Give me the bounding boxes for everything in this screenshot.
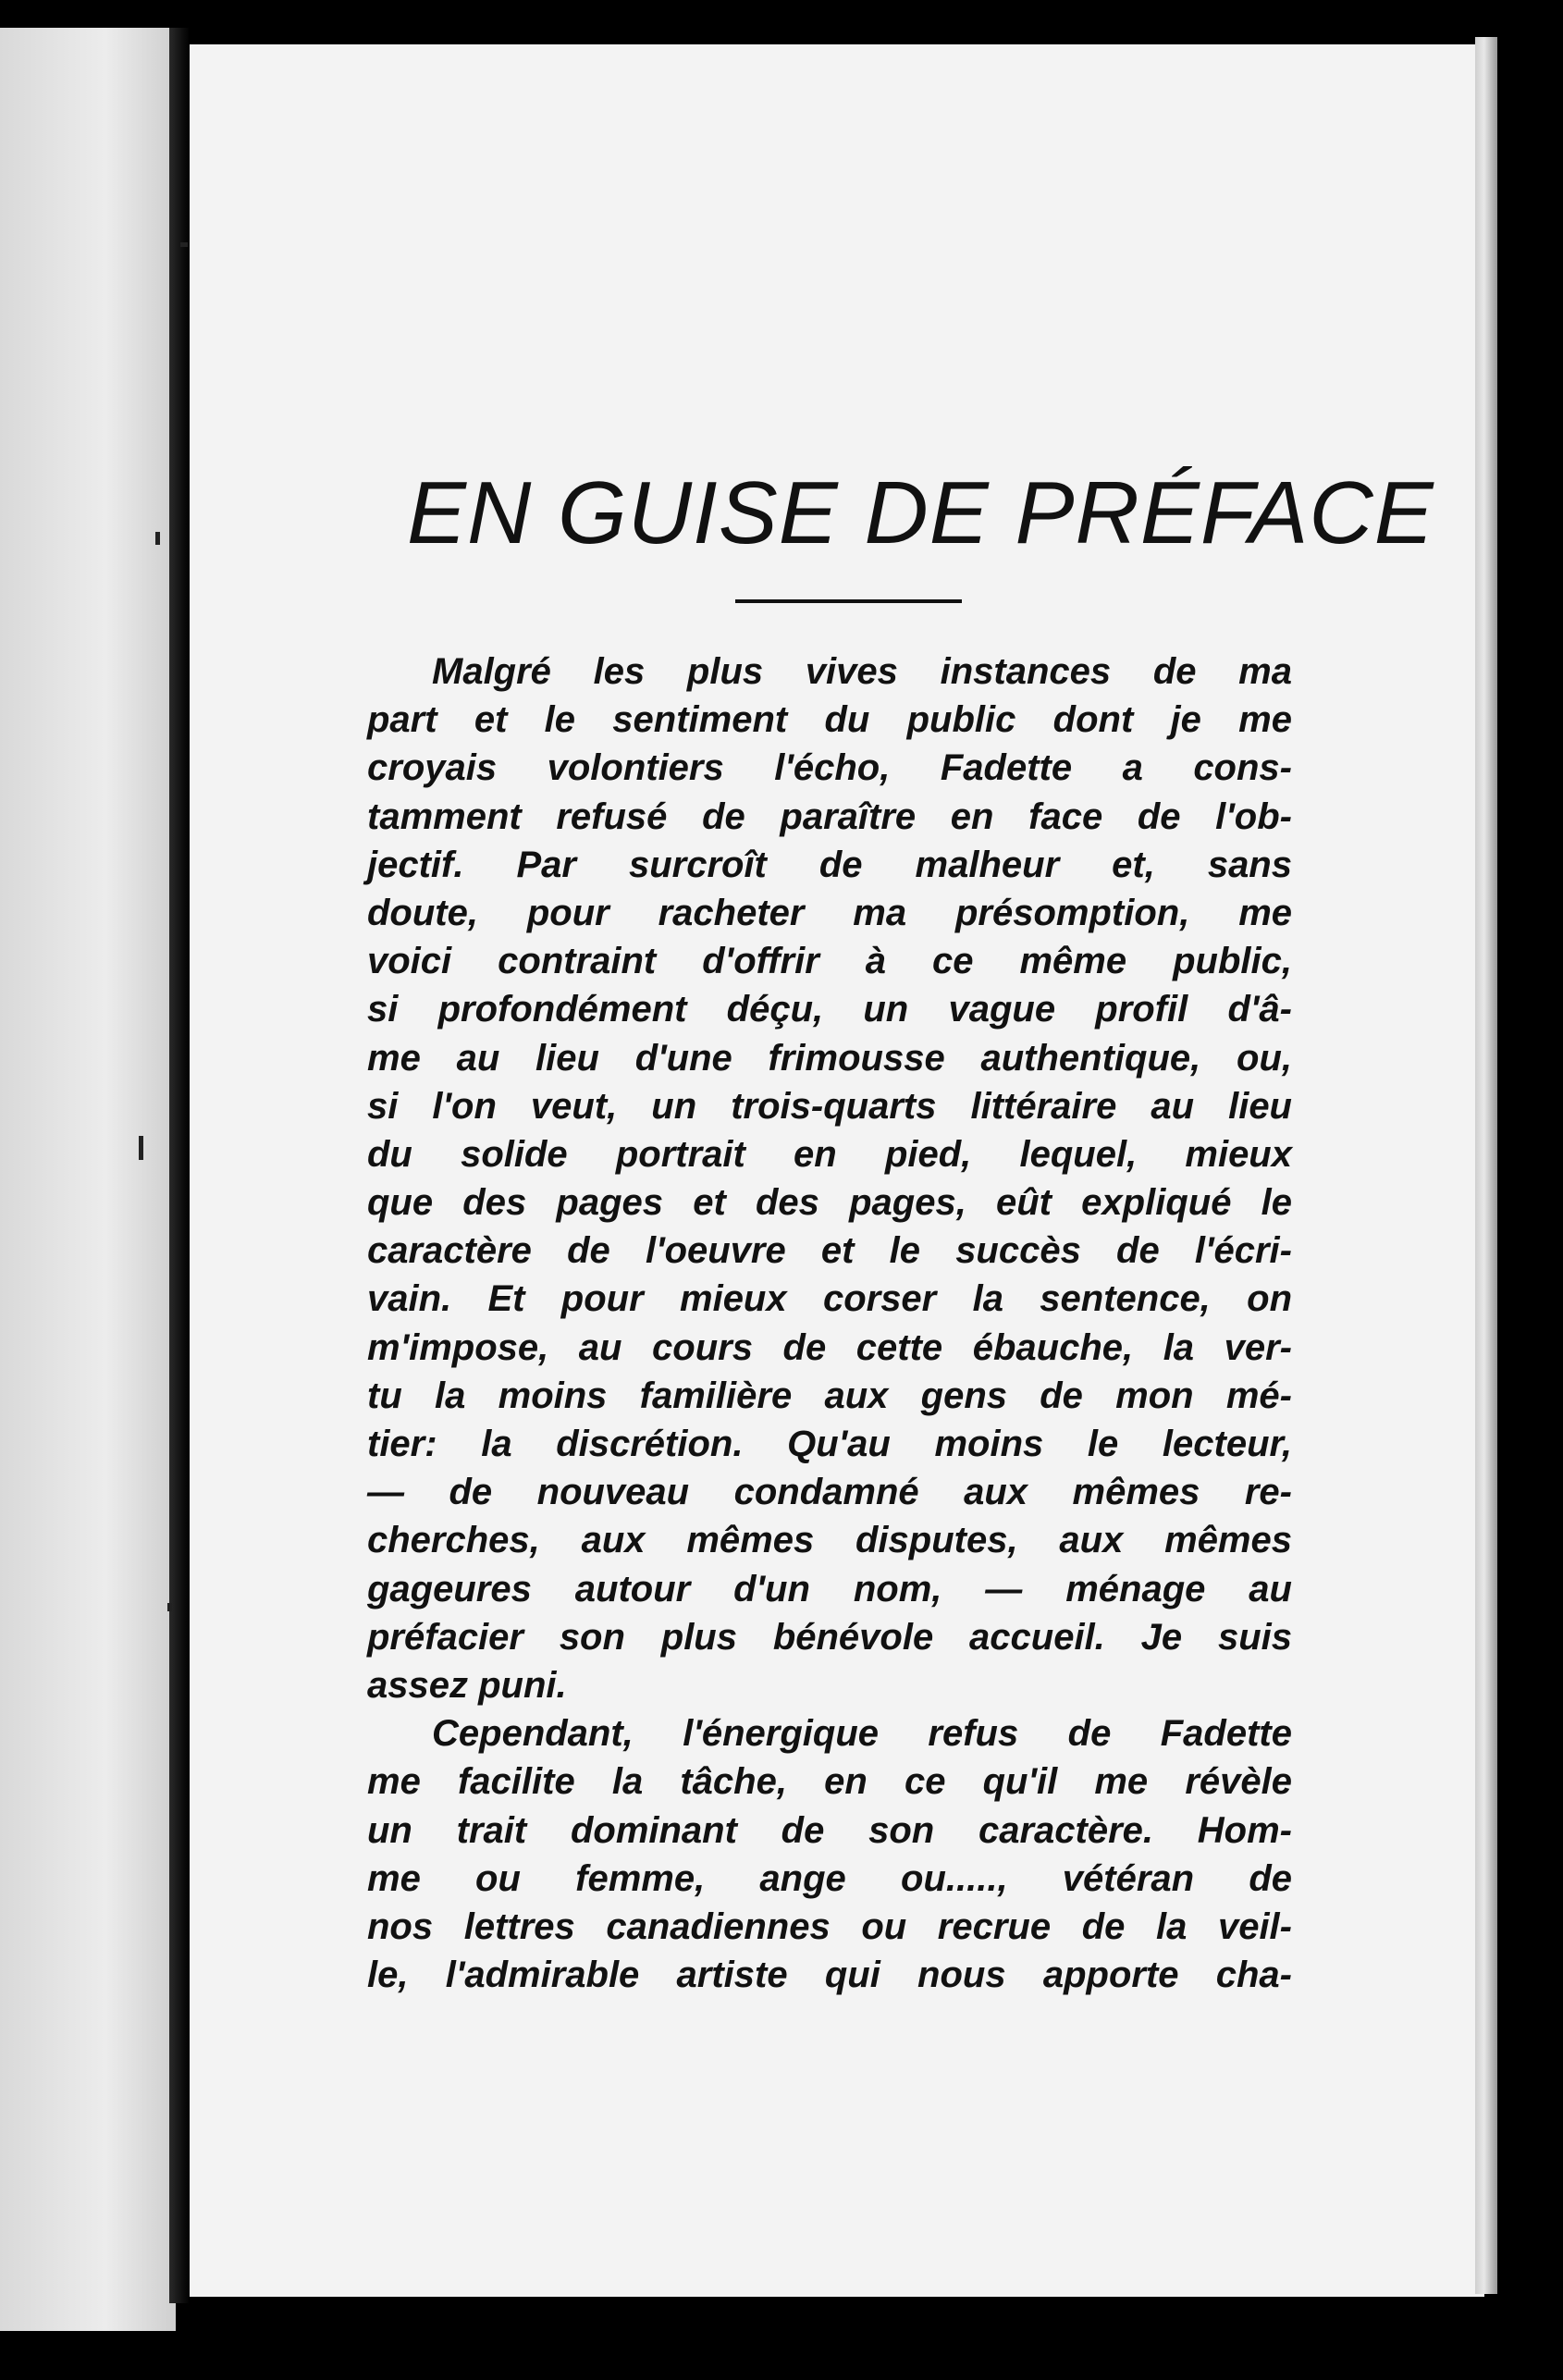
- text-line: cherches, aux mêmes disputes, aux mêmes: [367, 1520, 1292, 1561]
- text-line: Cependant, l'énergique refus de Fadette: [432, 1713, 1292, 1755]
- text-line: me ou femme, ange ou....., vétéran de: [367, 1857, 1292, 1899]
- text-line: gageures autour d'un nom, — ménage au: [367, 1568, 1292, 1609]
- text-line: un trait dominant de son caractère. Hom-: [367, 1809, 1292, 1851]
- text-line: tamment refusé de paraître en face de l'ob-: [367, 795, 1292, 837]
- text-line: Malgré les plus vives instances de ma: [432, 651, 1292, 692]
- text-line: me facilite la tâche, en ce qu'il me révèle: [367, 1761, 1292, 1803]
- text-line: nos lettres canadiennes ou recrue de la veil-: [367, 1905, 1292, 1947]
- text-line: me au lieu d'une frimousse authentique, ou,: [367, 1037, 1292, 1079]
- text-line: — de nouveau condamné aux mêmes re-: [367, 1472, 1292, 1513]
- text-line: si profondément déçu, un vague profil d'â-: [367, 989, 1292, 1030]
- margin-mark: [180, 242, 188, 247]
- margin-mark: [167, 1603, 172, 1611]
- preface-body: [367, 647, 1292, 1999]
- text-line: part et le sentiment du public dont je me: [367, 699, 1292, 741]
- text-line: voici contraint d'offrir à ce même public,: [367, 941, 1292, 982]
- text-line: du solide portrait en pied, lequel, mieux: [367, 1133, 1292, 1175]
- margin-mark: [139, 1136, 143, 1160]
- text-line: croyais volontiers l'écho, Fadette a cons-: [367, 747, 1292, 789]
- facing-page-edge: [0, 28, 176, 2331]
- paragraph: [367, 1709, 1292, 1999]
- text-line: si l'on veut, un trois-quarts littéraire au lieu: [367, 1085, 1292, 1127]
- text-line: le, l'admirable artiste qui nous apporte cha-: [367, 1955, 1292, 1996]
- text-line: caractère de l'oeuvre et le succès de l'écri-: [367, 1230, 1292, 1272]
- text-line: tier: la discrétion. Qu'au moins le lecteur,: [367, 1424, 1292, 1464]
- gutter-shadow: [169, 28, 190, 2303]
- text-line: préfacier son plus bénévole accueil. Je suis: [367, 1616, 1292, 1658]
- text-line: assez puni.: [367, 1664, 567, 1706]
- page-fore-edge: [1475, 37, 1497, 2294]
- text-line: doute, pour racheter ma présomption, me: [367, 892, 1292, 933]
- paragraph: [367, 647, 1292, 1709]
- text-line: vain. Et pour mieux corser la sentence, on: [367, 1278, 1292, 1320]
- margin-mark: [155, 532, 160, 545]
- text-line: jectif. Par surcroît de malheur et, sans: [367, 844, 1292, 885]
- page-title: EN GUISE DE PRÉFACE: [407, 463, 1434, 562]
- text-line: tu la moins familière aux gens de mon mé-: [367, 1375, 1292, 1416]
- title-divider: [735, 599, 962, 603]
- text-line: m'impose, au cours de cette ébauche, la ver-: [367, 1326, 1292, 1368]
- text-line: que des pages et des pages, eût expliqué le: [367, 1182, 1292, 1224]
